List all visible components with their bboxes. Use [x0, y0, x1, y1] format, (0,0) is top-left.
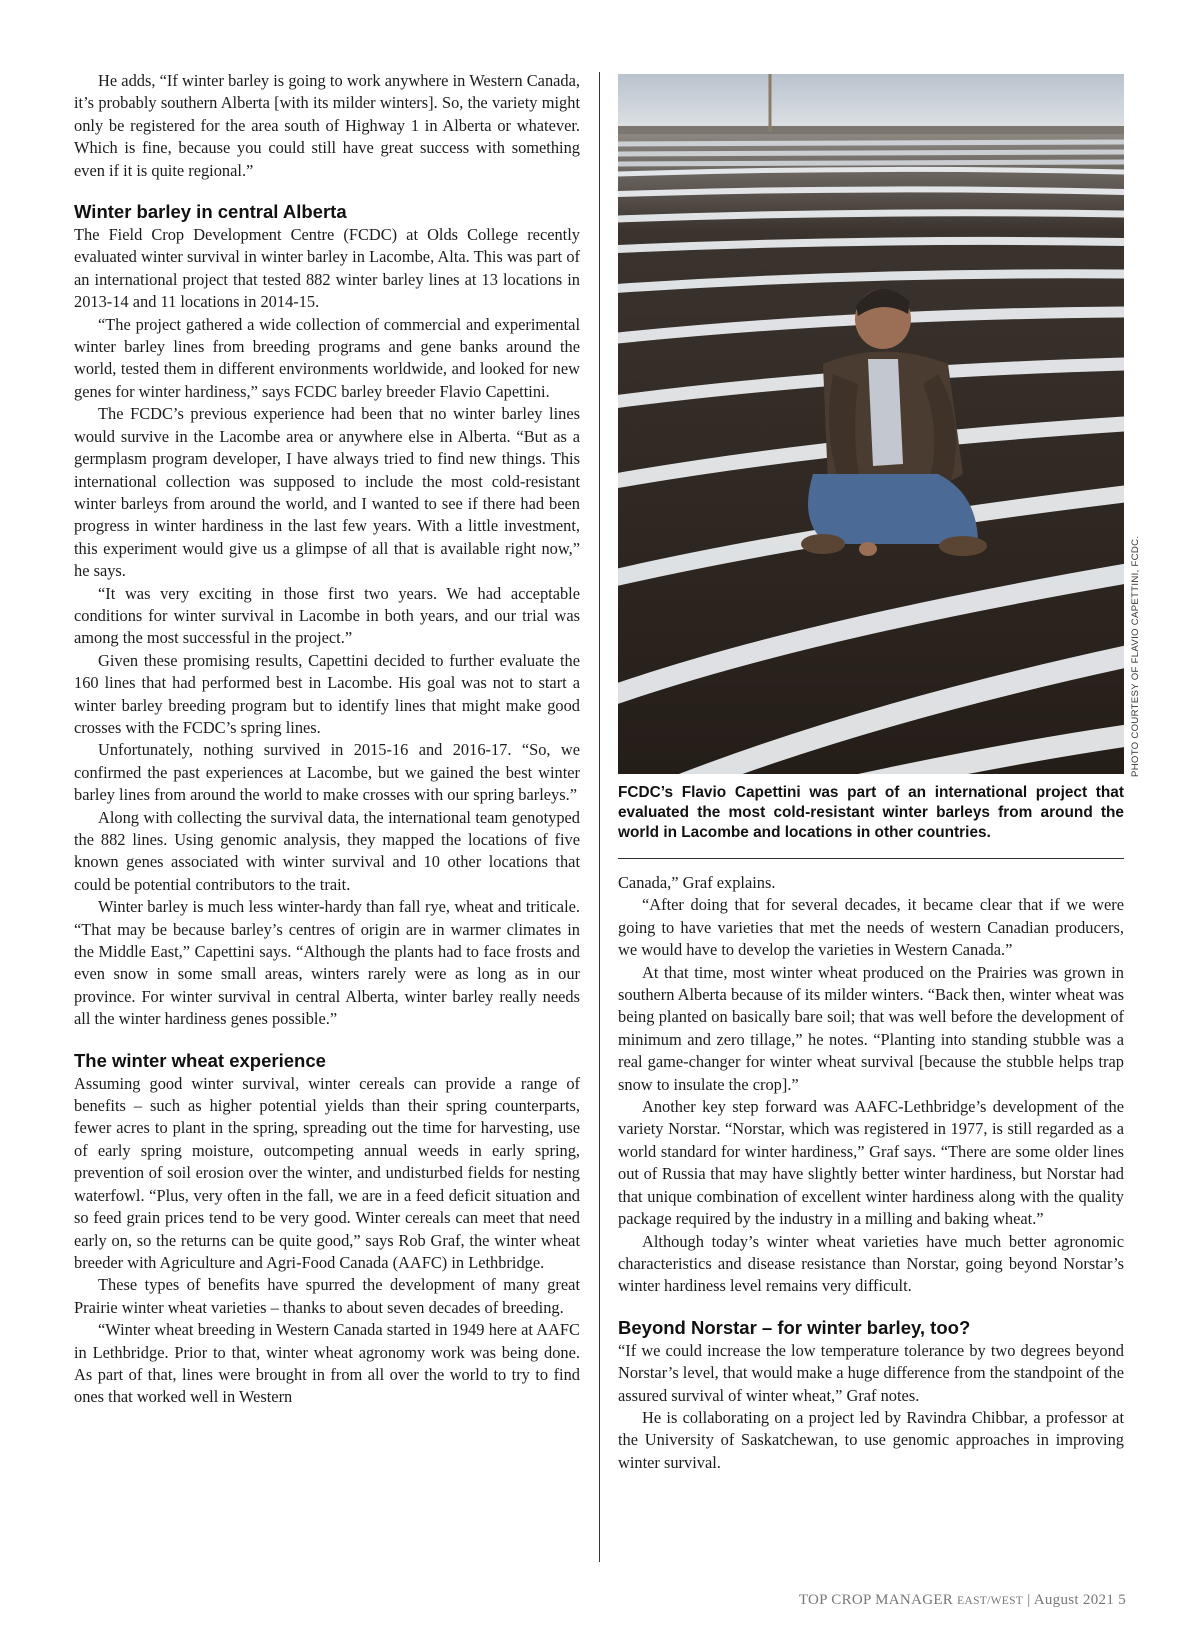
paragraph: Unfortunately, nothing survived in 2015-16 and 2016-17. “So, we confirmed the past experiences at Lacombe, but we gained the best winter barley lines from around the world to make crosses with our spring barleys.”	[74, 740, 580, 805]
paragraph: “After doing that for several decades, it became clear that if we were going to have varieties that met the needs of western Canadian producers, we would have to develop the varieties in Western Canada.”	[618, 895, 1124, 960]
photo-caption: FCDC’s Flavio Capettini was part of an international project that evaluated the most cold-resistant winter barleys from around the world in Lacombe and locations in other countries.	[618, 784, 1124, 841]
paragraph: Along with collecting the survival data, the international team genotyped the 882 lines. Using genomic analysis, they mapped the locations of five known genes associated with winter survival and 10 other locations that could be potential contributors to the trait.	[74, 807, 580, 894]
page-number: 5	[1118, 1592, 1126, 1608]
paragraph: The Field Crop Development Centre (FCDC) at Olds College recently evaluated winter survival in winter barley in Lacombe, Alta. This was part of an international project that tested 882 winter barley lines at 13 locations in 2013-14 and 11 locations in 2014-15.	[74, 225, 580, 312]
paragraph: The FCDC’s previous experience had been that no winter barley lines would survive in the Lacombe area or anywhere else in Alberta. “But as a germplasm program developer, I have always tried to find new things. This international collection was supposed to include the most cold-resistant winter barleys from around the world, and I wanted to see if there had been progress in winter hardiness in the last few years. With a little investment, this experiment would give us a glimpse of all that is available right now,” he says.	[74, 404, 580, 581]
paragraph: He is collaborating on a project led by Ravindra Chibbar, a professor at the University of Saskatchewan, to use genomic approaches in improving winter survival.	[618, 1407, 1124, 1472]
paragraph: Winter barley is much less winter-hardy than fall rye, wheat and triticale. “That may be because barley’s centres of origin are in warmer climates in the Middle East,” Capettini says. “Although the plants had to face frosts and even snow in some small areas, winters rarely were as long as in our province. For winter survival in central Alberta, winter barley really needs all the winter hardiness genes possible.”	[74, 897, 580, 1029]
magazine-name: TOP CROP MANAGER	[798, 1592, 954, 1608]
section-heading: Beyond Norstar – for winter barley, too?	[618, 1316, 971, 1338]
paragraph: Another key step forward was AAFC-Lethbridge’s development of the variety Norstar. “Norstar, which was registered in 1977, is still regarded as a world standard for winter hardiness,” Graf says. “There are some older lines out of Russia that may have slightly better winter hardiness, but Norstar had that unique combination of excellent winter hardiness along with the quality package required by the industry in a milling and baking wheat.”	[618, 1097, 1124, 1229]
paragraph: “It was very exciting in those first two years. We had acceptable conditions for winter survival in Lacombe in both years, and our trial was among the most successful in the project.”	[74, 583, 580, 648]
paragraph: Canada,” Graf explains.	[618, 873, 776, 892]
issue-date: August 2021	[1033, 1592, 1115, 1608]
magazine-edition: EAST/WEST	[957, 1595, 1024, 1607]
paragraph: “Winter wheat breeding in Western Canada started in 1949 here at AAFC in Lethbridge. Prior to that, winter wheat agronomy work was being done. As part of that, lines were brought in from all over the world to try to find ones that worked well in Western	[74, 1320, 580, 1407]
right-column	[618, 872, 1124, 1474]
paragraph: At that time, most winter wheat produced on the Prairies was grown in southern Alberta because of its milder winters. “Back then, winter wheat was being planted on basically bare soil; that was well before the development of minimum and zero tillage,” he notes. “Planting into standing stubble was a real game-changer for winter wheat survival [because the stubble helps trap snow to insulate the crop].”	[618, 962, 1124, 1094]
column-divider	[599, 72, 600, 1562]
caption-divider	[618, 858, 1124, 859]
left-column	[74, 70, 580, 1409]
paragraph: These types of benefits have spurred the development of many great Prairie winter wheat varieties – thanks to about seven decades of breeding.	[74, 1275, 580, 1317]
paragraph: He adds, “If winter barley is going to work anywhere in Western Canada, it’s probably southern Alberta [with its milder winters]. So, the variety might only be registered for the area south of Highway 1 in Alberta or whatever. Which is fine, because you could still have great success with something even if it is quite regional.”	[74, 71, 580, 180]
paragraph: Assuming good winter survival, winter cereals can provide a range of benefits – such as higher potential yields than their spring counterparts, fewer acres to plant in the spring, spreading out the time for harvesting, use of early spring moisture, outcompeting annual weeds in early spring, prevention of soil erosion over the winter, and undisturbed fields for nesting waterfowl. “Plus, very often in the fall, we are in a feed deficit situation and so feed grain prices tend to be very good. Winter cereals can meet that need early on, so the returns can be quite good,” says Rob Graf, the winter wheat breeder with Agriculture and Agri-Food Canada (AAFC) in Lethbridge.	[74, 1073, 580, 1272]
section-heading: Winter barley in central Alberta	[74, 201, 347, 223]
field-photo	[618, 74, 1124, 774]
paragraph: “The project gathered a wide collection of commercial and experimental winter barley lines from breeding programs and gene banks around the world, tested them in different environments worldwide, and looked for new genes for winter hardiness,” says FCDC barley breeder Flavio Capettini.	[74, 314, 580, 401]
photo-credit: PHOTO COURTESY OF FLAVIO CAPETTINI, FCDC.	[1130, 535, 1141, 777]
paragraph: Although today’s winter wheat varieties have much better agronomic characteristics and disease resistance than Norstar, going beyond Norstar’s winter hardiness level remains very difficult.	[618, 1231, 1124, 1296]
footer-separator: |	[1027, 1592, 1031, 1608]
page-footer	[770, 1592, 1126, 1609]
section-heading: The winter wheat experience	[74, 1049, 326, 1071]
field-photo-illustration	[618, 74, 1124, 774]
paragraph: “If we could increase the low temperature tolerance by two degrees beyond Norstar’s level, that would make a huge difference from the standpoint of the assured survival of winter wheat,” Graf notes.	[618, 1340, 1124, 1405]
paragraph: Given these promising results, Capettini decided to further evaluate the 160 lines that had performed best in Lacombe. His goal was not to start a winter barley breeding program but to identify lines that might make good crosses with the FCDC’s spring lines.	[74, 650, 580, 737]
